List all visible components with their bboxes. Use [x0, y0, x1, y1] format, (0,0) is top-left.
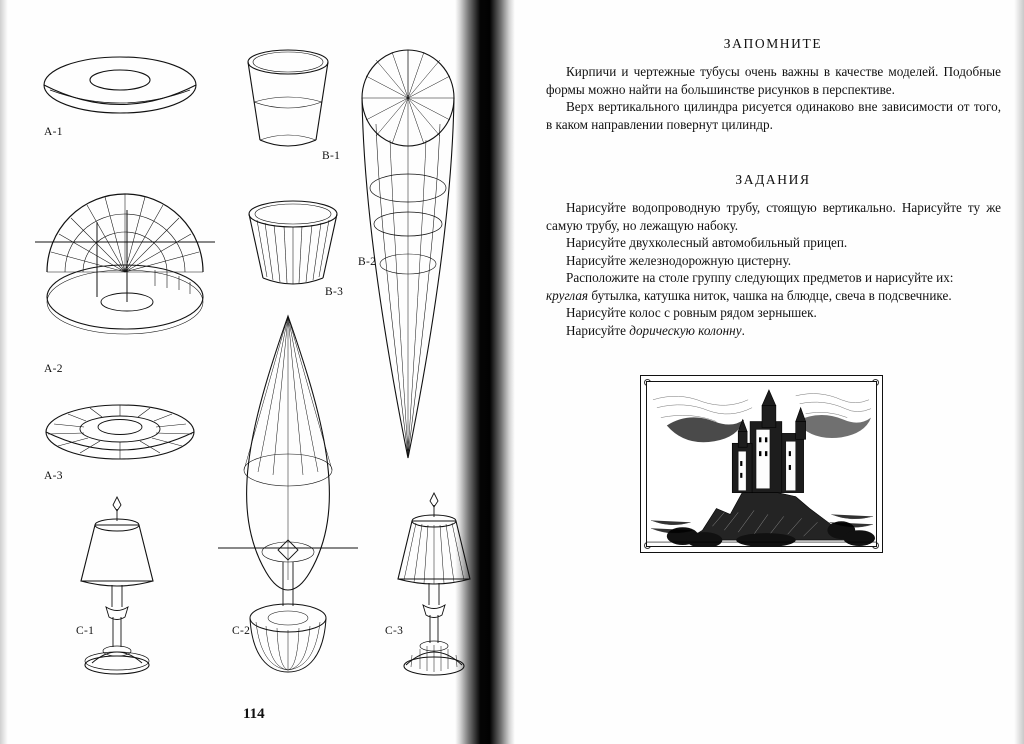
task-paragraph-4: Расположите на столе группу следующих предметов и нарисуйте их:	[566, 270, 954, 285]
figure-label-b3: B-3	[325, 286, 344, 298]
figure-label-c2: C-2	[232, 625, 251, 637]
remember-paragraphs	[546, 63, 1001, 133]
task-paragraph-5-list	[546, 287, 1001, 305]
figure-a1-ring	[40, 50, 200, 120]
figure-label-b2: B-2	[358, 256, 377, 268]
figure-a2-dome	[35, 162, 215, 352]
task-paragraph-7	[546, 322, 1001, 340]
castle-engraving	[646, 381, 877, 547]
heading-tasks: ЗАДАНИЯ	[735, 172, 811, 187]
task-paragraph-2: Нарисуйте двухколесный автомобильный прицеп.	[566, 235, 848, 250]
figure-b3-fluted-cup	[243, 198, 343, 298]
figure-c3-lamp	[378, 483, 490, 683]
task-italic-fragment: круглая	[546, 287, 589, 303]
left-page	[0, 0, 460, 744]
figure-label-a3: A-3	[44, 470, 63, 482]
task-paragraph-7-period: .	[741, 322, 745, 338]
figure-label-a1: A-1	[44, 126, 63, 138]
task-paragraph-7-lead: Нарисуйте	[566, 322, 630, 338]
task-paragraph-1: Нарисуйте водопроводную трубу, стоящую вертикально. Нарисуйте ту же самую трубу, но лежащую набоку.	[546, 200, 1001, 233]
page-number: 114	[243, 706, 265, 722]
heading-remember-wrap	[568, 36, 978, 52]
figure-a3-fluted-dish	[40, 398, 200, 468]
task-paragraph-5-rest: бутылка, катушка ниток, чашка на блюдце, свеча в подсвечнике.	[588, 287, 952, 303]
figure-label-b1: B-1	[322, 150, 341, 162]
right-page	[520, 0, 1020, 744]
figure-label-c3: C-3	[385, 625, 404, 637]
figure-c1-lamp	[62, 485, 172, 683]
remember-paragraph-2: Верх вертикального цилиндра рисуется одинаково вне зависимости от того, в каком направлении повернут цилиндр.	[546, 99, 1001, 132]
tasks-paragraphs	[546, 199, 1001, 339]
figure-label-a2: A-2	[44, 363, 63, 375]
heading-tasks-wrap	[568, 172, 978, 188]
task-paragraph-6: Нарисуйте колос с ровным рядом зернышек.	[566, 305, 817, 320]
task-paragraph-3: Нарисуйте железнодорожную цистерну.	[566, 252, 792, 268]
illustration-frame	[640, 375, 883, 553]
figure-b2-tall-cone	[358, 28, 458, 468]
figure-label-c1: C-1	[76, 625, 95, 637]
heading-remember: ЗАПОМНИТЕ	[723, 36, 823, 51]
remember-paragraph-1: Кирпичи и чертежные тубусы очень важны в качестве моделей. Подобные формы можно найти на большинстве рисунков в перспективе.	[546, 64, 1001, 97]
task-italic-fragment-2: дорическую колонну	[629, 322, 742, 338]
figure-b1-glass	[238, 48, 338, 158]
